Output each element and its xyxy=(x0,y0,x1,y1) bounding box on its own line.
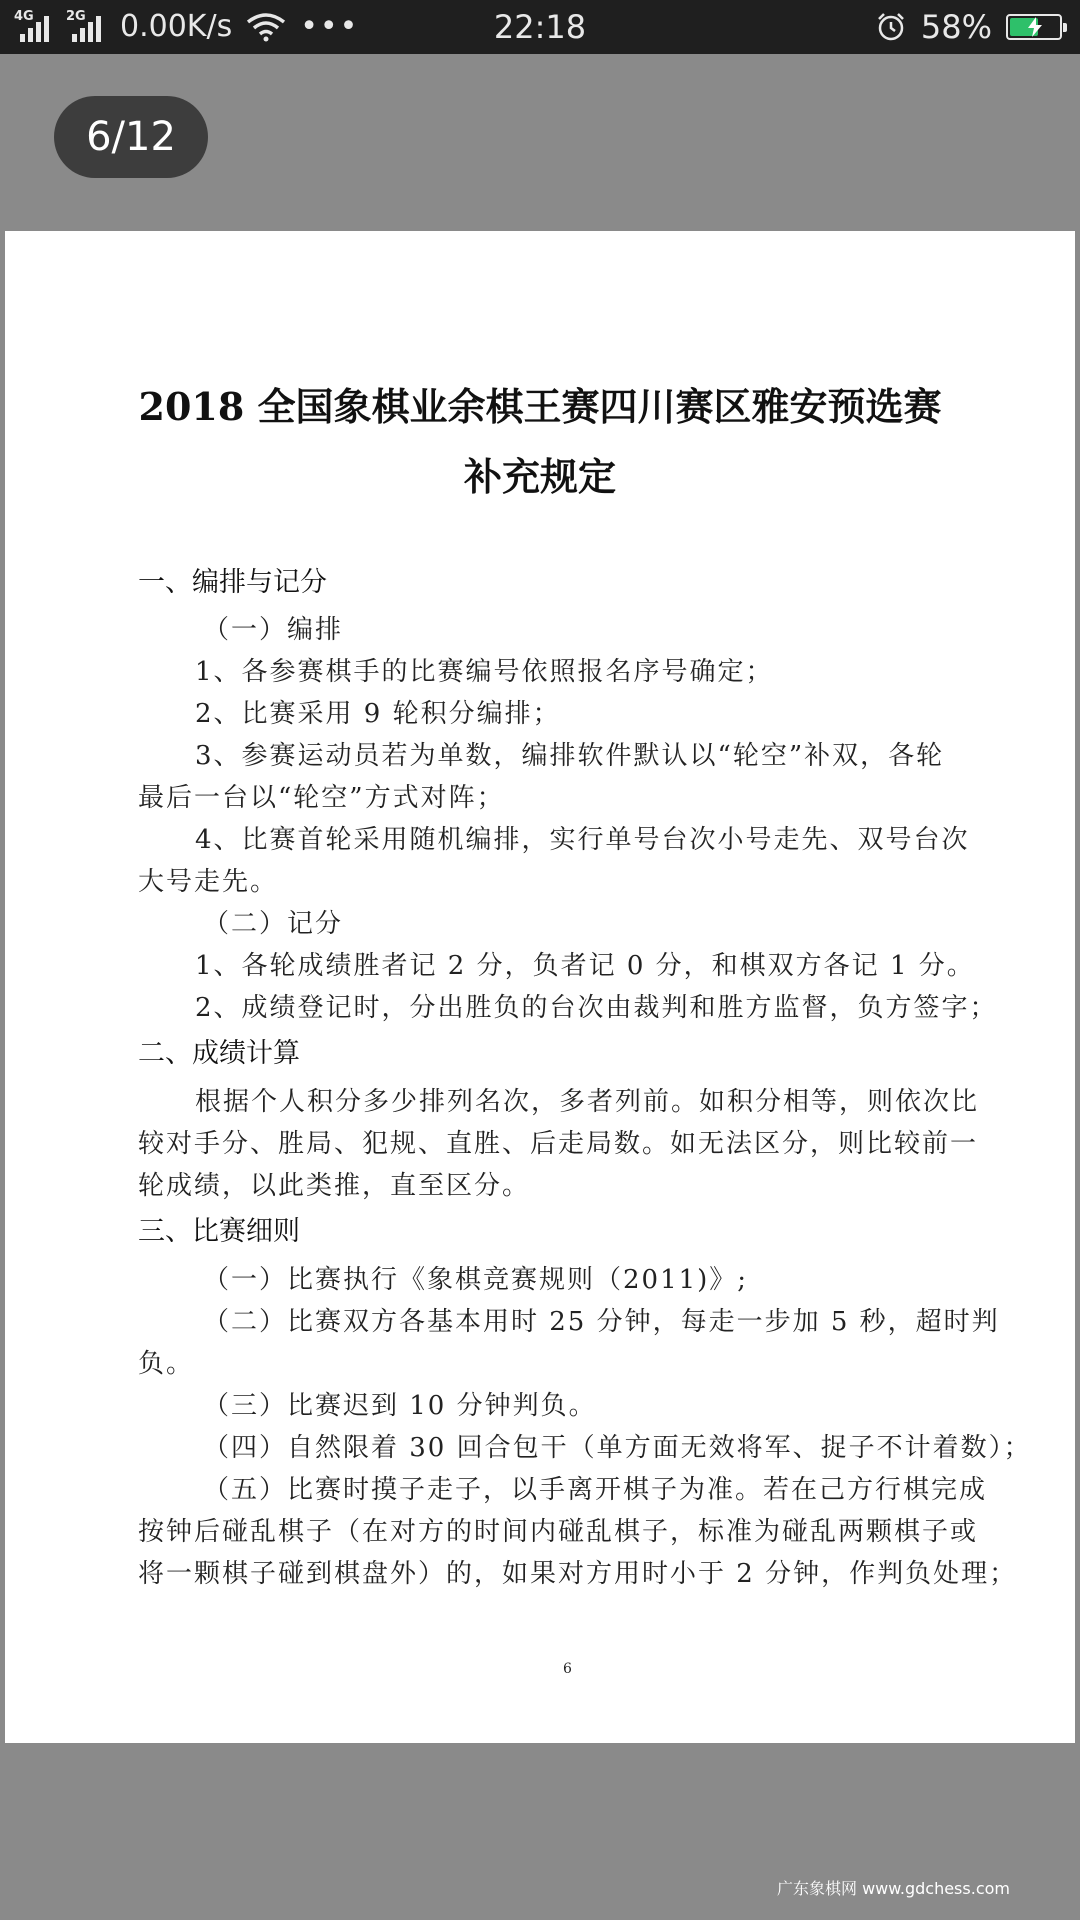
subsection-heading: （一）编排 xyxy=(203,615,344,645)
paragraph-line: 负。 xyxy=(138,1349,195,1379)
paragraph-line: 根据个人积分多少排列名次，多者列前。如积分相等，则依次比 xyxy=(195,1087,980,1117)
paragraph-line: （三）比赛迟到 10 分钟判负。 xyxy=(203,1391,597,1421)
paragraph-line: 较对手分、胜局、犯规、直胜、后走局数。如无法区分，则比较前一 xyxy=(138,1129,979,1159)
paragraph-line: （二）比赛双方各基本用时 25 分钟，每走一步加 5 秒，超时判 xyxy=(203,1307,1000,1337)
page-indicator: 6/12 xyxy=(54,96,208,178)
paragraph-line: 轮成绩，以此类推，直至区分。 xyxy=(138,1171,531,1201)
paragraph-line: （四）自然限着 30 回合包干（单方面无效将军、捉子不计着数）； xyxy=(203,1433,1032,1463)
subsection-heading: （二）记分 xyxy=(203,909,344,939)
paragraph-line: 2、比赛采用 9 轮积分编排； xyxy=(195,699,561,729)
battery-icon xyxy=(1006,14,1062,40)
charging-bolt-icon xyxy=(1026,17,1044,37)
paragraph-line: 1、各参赛棋手的比赛编号依照报名序号确定； xyxy=(195,657,774,687)
section-heading: 三、比赛细则 xyxy=(138,1216,300,1247)
paragraph-line: 4、比赛首轮采用随机编排，实行单号台次小号走先、双号台次 xyxy=(195,825,970,855)
more-notifications-icon: ••• xyxy=(300,9,360,44)
paragraph-line: 2、成绩登记时，分出胜负的台次由裁判和胜方监督，负方签字； xyxy=(195,993,998,1023)
document-title: 2018 全国象棋业余棋王赛四川赛区雅安预选赛 xyxy=(138,384,942,429)
paragraph-line: 1、各轮成绩胜者记 2 分，负者记 0 分，和棋双方各记 1 分。 xyxy=(195,951,975,981)
document-page xyxy=(5,231,1075,1743)
section-heading: 一、编排与记分 xyxy=(138,567,327,598)
paragraph-line: 按钟后碰乱棋子（在对方的时间内碰乱棋子，标准为碰乱两颗棋子或 xyxy=(138,1517,979,1547)
document-subtitle: 补充规定 xyxy=(463,454,616,499)
battery-percent: 58% xyxy=(920,8,992,46)
paragraph-line: 最后一台以“轮空”方式对阵； xyxy=(138,783,505,813)
paragraph-line: （五）比赛时摸子走子，以手离开棋子为准。若在己方行棋完成 xyxy=(203,1475,988,1505)
network-type-label: 4G xyxy=(14,9,34,24)
paragraph-line: 大号走先。 xyxy=(138,867,279,897)
status-time: 22:18 xyxy=(493,8,587,46)
network-speed: 0.00K/s xyxy=(120,9,233,44)
network-type-label: 2G xyxy=(66,9,86,24)
watermark: 广东象棋网 www.gdchess.com xyxy=(777,1879,1010,1898)
paragraph-line: 3、参赛运动员若为单数，编排软件默认以“轮空”补双，各轮 xyxy=(195,741,945,771)
status-right xyxy=(875,0,1062,54)
status-bar xyxy=(0,0,1080,54)
section-heading: 二、成绩计算 xyxy=(138,1038,300,1069)
page-number: 6 xyxy=(563,1661,572,1677)
paragraph-line: 将一颗棋子碰到棋盘外）的，如果对方用时小于 2 分钟，作判负处理； xyxy=(138,1559,1018,1589)
alarm-icon xyxy=(875,11,907,43)
paragraph-line: （一）比赛执行《象棋竞赛规则（2011)》; xyxy=(203,1265,749,1295)
